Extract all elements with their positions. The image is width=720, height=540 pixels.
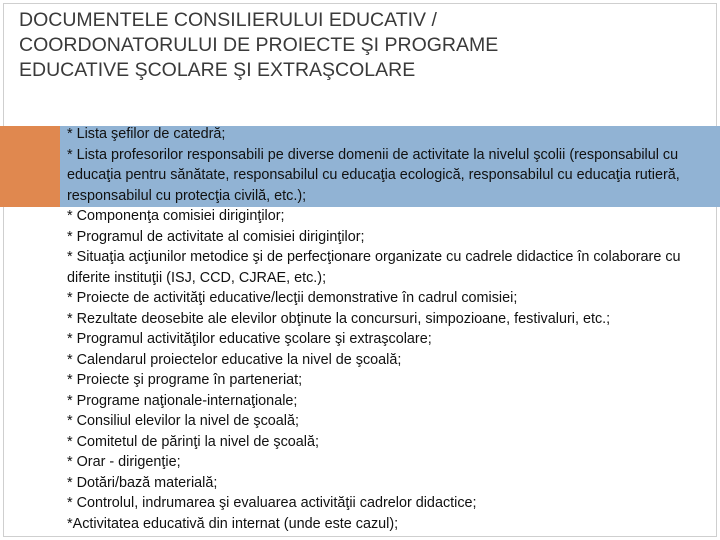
list-item: * Consiliul elevilor la nivel de şcoală;: [67, 413, 299, 429]
list-item: * Proiecte de activităţi educative/lecţii demonstrative în cadrul comisiei;: [67, 290, 518, 306]
list-item: * Lista profesorilor responsabili pe diverse domenii de activitate la nivelul şcolii (responsabilul cu educaţia pentru sănătate, responsabilul cu educaţia ecologică, responsabilul cu educaţia rutieră, responsabilul cu protecţia civilă, etc.);: [67, 146, 680, 204]
document-list: [67, 124, 707, 534]
slide-title: DOCUMENTELE CONSILIERULUI EDUCATIV / COORDONATORULUI DE PROIECTE ŞI PROGRAME EDUCATIVE ŞCOLARE ŞI EXTRAŞCOLARE: [19, 9, 499, 81]
list-item: * Componenţa comisiei diriginţilor;: [67, 208, 285, 224]
list-item: * Lista şefilor de catedră;: [67, 126, 226, 142]
list-item: * Comitetul de părinţi la nivel de şcoală;: [67, 433, 319, 450]
list-item: *Activitatea educativă din internat (unde este cazul);: [67, 515, 399, 532]
list-item: * Proiecte şi programe în parteneriat;: [67, 372, 303, 388]
list-item: * Programul activităţilor educative şcolare şi extraşcolare;: [67, 331, 432, 347]
list-item: * Rezultate deosebite ale elevilor obţinute la concursuri, simpozioane, festivaluri, etc.;: [67, 310, 611, 327]
list-item: * Situaţia acţiunilor metodice şi de perfecţionare organizate cu cadrele didactice în colaborare cu diferite instituţii (ISJ, CCD, CJRAE, etc.);: [67, 249, 681, 286]
list-item: * Dotări/bază materială;: [67, 474, 218, 491]
list-item: * Calendarul proiectelor educative la nivel de şcoală;: [67, 351, 402, 368]
list-item: * Orar - dirigenţie;: [67, 454, 181, 470]
list-item: * Programe naţionale-internaţionale;: [67, 392, 298, 409]
list-item: * Controlul, indrumarea şi evaluarea activităţii cadrelor didactice;: [67, 495, 477, 511]
list-item: * Programul de activitate al comisiei diriginţilor;: [67, 228, 365, 245]
accent-bar-orange: [0, 126, 60, 207]
